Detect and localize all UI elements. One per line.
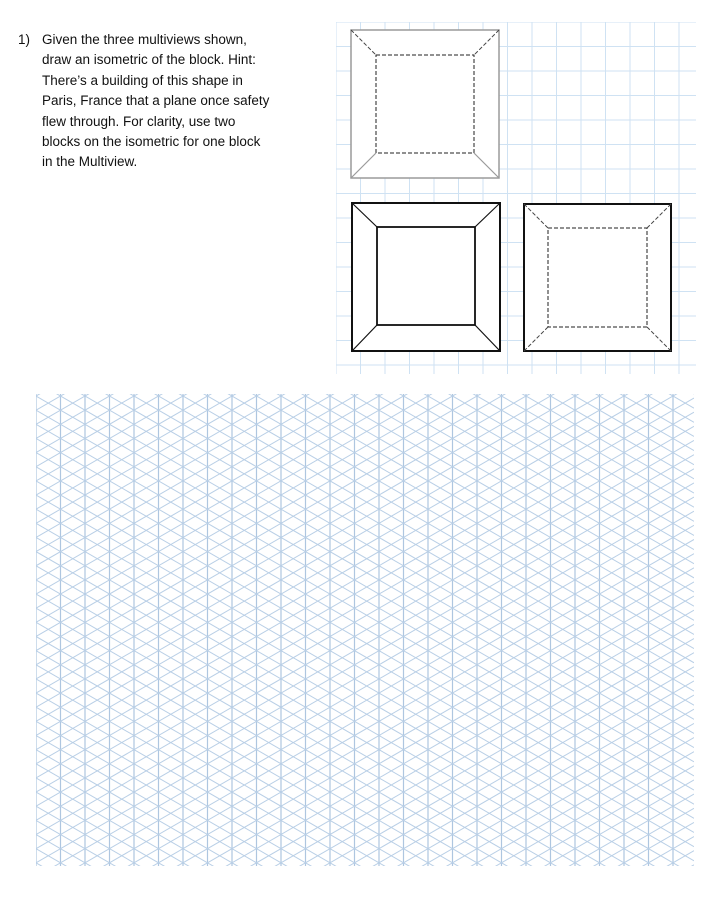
top-view (351, 30, 499, 178)
question-text (18, 30, 308, 173)
multiview-grid (336, 22, 696, 374)
question-line: blocks on the isometric for one block (42, 134, 261, 150)
question-line: in the Multiview. (42, 154, 138, 170)
question-number: 1) (18, 32, 31, 47)
question-line: draw an isometric of the block. Hint: (42, 52, 256, 68)
question-line: flew through. For clarity, use two (42, 113, 236, 129)
front-view (352, 203, 500, 351)
side-view (524, 204, 671, 351)
isometric-grid (36, 394, 694, 866)
question-line: Paris, France that a plane once safety (42, 93, 270, 109)
question-line: Given the three multiviews shown, (42, 32, 247, 47)
question-line: There’s a building of this shape in (42, 72, 243, 88)
